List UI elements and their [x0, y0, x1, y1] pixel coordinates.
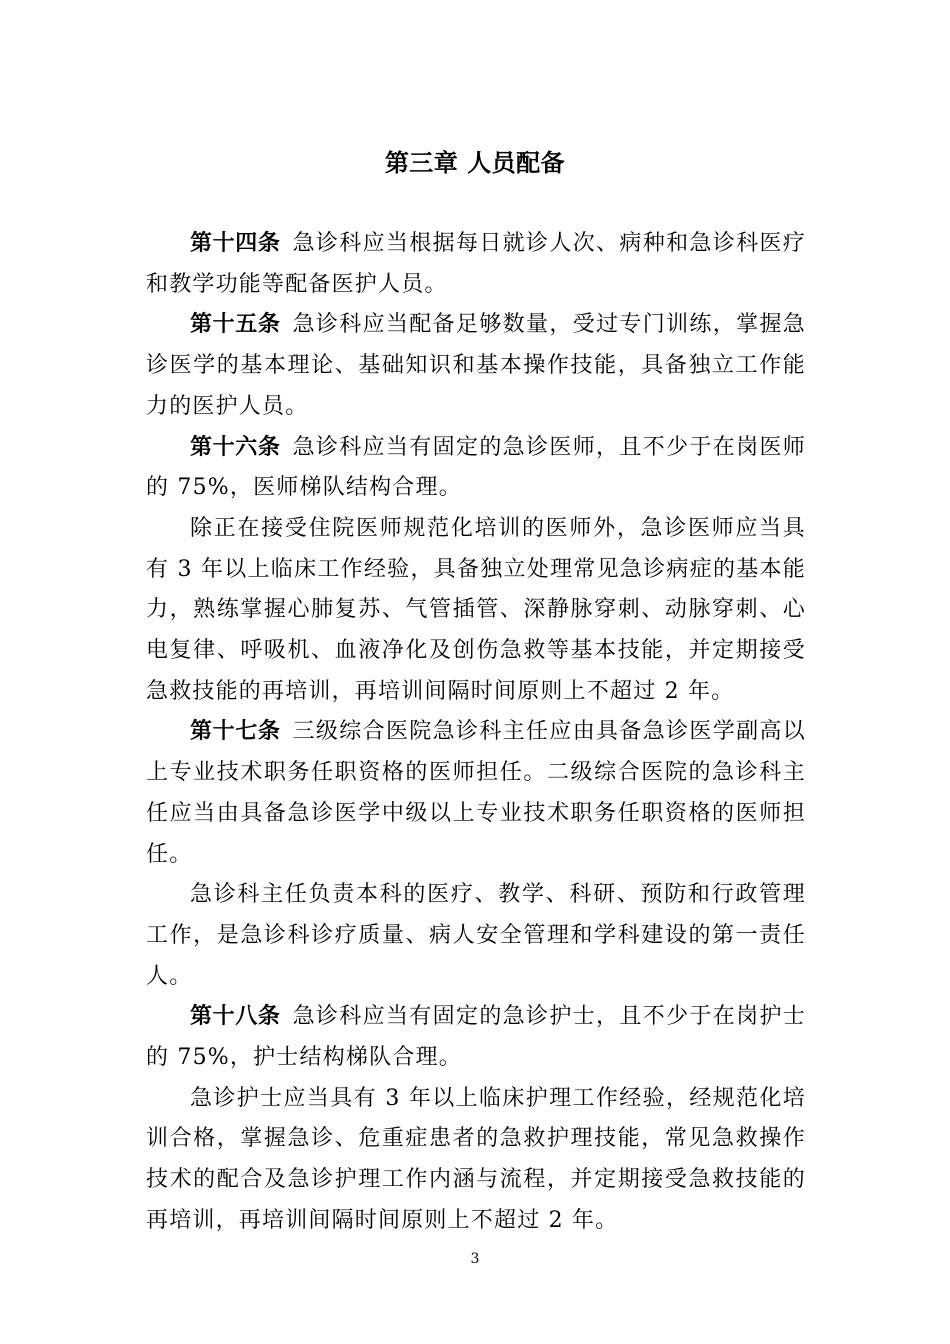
document-body — [146, 224, 806, 1242]
paragraph-text: 除正在接受住院医师规范化培训的医师外，急诊医师应当具有 3 年以上临床工作经验，具备独立处理常见急诊病症的基本能力，熟练掌握心肺复苏、气管插管、深静脉穿刺、动脉穿刺、心电复律、呼吸机、血液净化及创伤急救等基本技能，并定期接受急救技能的再培训，再培训间隔时间原则上不超过 2 年。 — [146, 515, 806, 704]
article-16 — [146, 428, 806, 509]
article-heading: 第十四条 — [190, 231, 281, 256]
article-text: 急诊科应当配备足够数量，受过专门训练，掌握急诊医学的基本理论、基础知识和基本操作技能，具备独立工作能力的医护人员。 — [146, 312, 806, 419]
article-18 — [146, 997, 806, 1078]
article-15 — [146, 305, 806, 427]
article-heading: 第十六条 — [190, 434, 281, 460]
paragraph-text: 急诊护士应当具有 3 年以上临床护理工作经验，经规范化培训合格，掌握急诊、危重症患者的急救护理技能，常见急救操作技术的配合及急诊护理工作内涵与流程，并定期接受急救技能的再培训，再培训间隔时间原则上不超过 2 年。 — [146, 1085, 806, 1233]
article-heading: 第十八条 — [190, 1004, 281, 1030]
article-16-continued — [146, 509, 806, 713]
article-text: 急诊科应当有固定的急诊医师，且不少于在岗医师的 75%，医师梯队结构合理。 — [146, 434, 806, 501]
paragraph-text: 急诊科主任负责本科的医疗、教学、科研、预防和行政管理工作，是急诊科诊疗质量、病人安全管理和学科建设的第一责任人。 — [146, 882, 806, 989]
article-17-continued — [146, 875, 806, 997]
article-17 — [146, 712, 806, 875]
article-text: 急诊科应当根据每日就诊人次、病种和急诊科医疗和教学功能等配备医护人员。 — [146, 231, 806, 297]
chapter-title: 第三章 人员配备 — [384, 149, 566, 177]
article-18-continued — [146, 1079, 806, 1242]
article-text: 急诊科应当有固定的急诊护士，且不少于在岗护士的 75%，护士结构梯队合理。 — [146, 1004, 806, 1071]
page-number: 3 — [470, 1251, 480, 1267]
article-14 — [146, 224, 806, 305]
article-heading: 第十五条 — [190, 312, 281, 338]
article-heading: 第十七条 — [190, 719, 281, 745]
article-text: 三级综合医院急诊科主任应由具备急诊医学副高以上专业技术职务任职资格的医师担任。二级综合医院的急诊科主任应当由具备急诊医学中级以上专业技术职务任职资格的医师担任。 — [146, 719, 806, 867]
